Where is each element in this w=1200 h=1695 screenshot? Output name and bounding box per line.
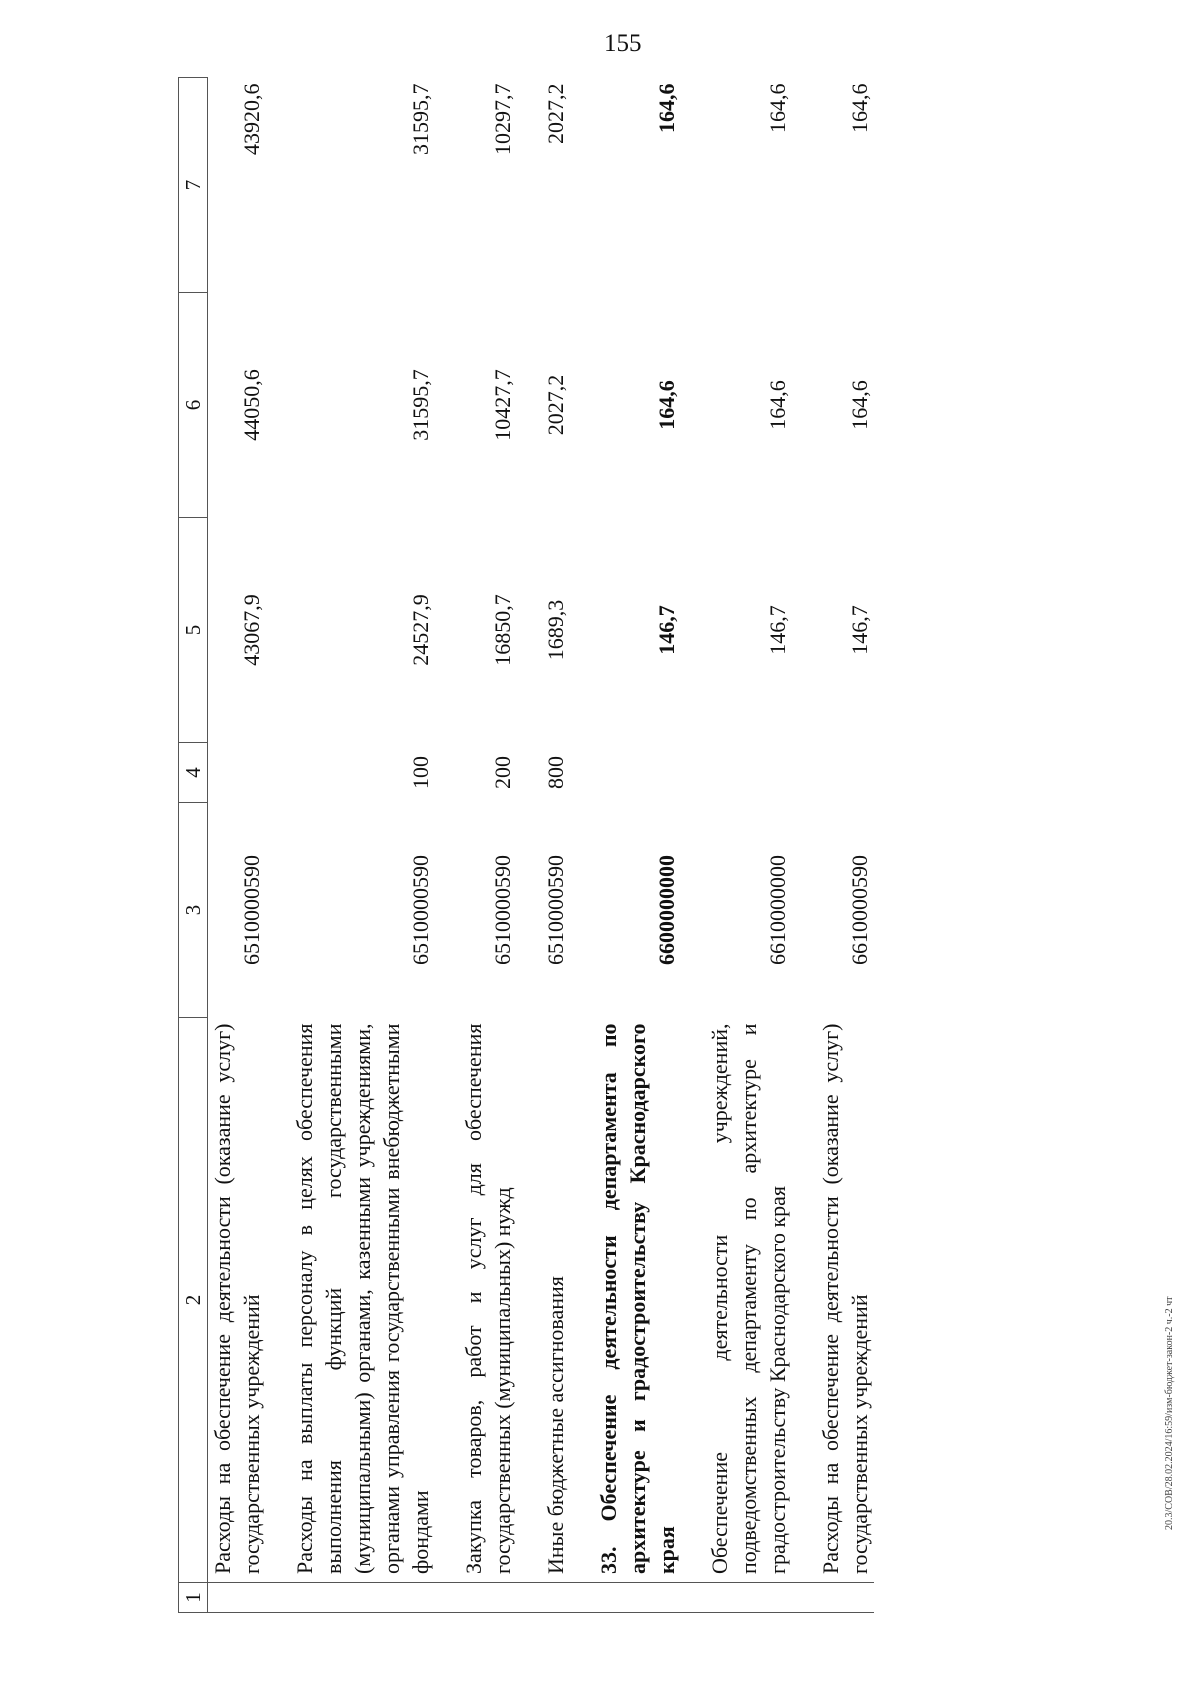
target-code: 6610000590	[847, 855, 872, 965]
table-row	[681, 78, 792, 1613]
row-number	[208, 1583, 267, 1613]
row-number	[681, 1583, 792, 1613]
amount-col6: 44050,6	[239, 369, 264, 441]
amount-col5: 24527,9	[408, 594, 433, 666]
amount-col6: 10427,7	[490, 369, 515, 441]
amount-col7: 164,6	[847, 83, 872, 133]
target-code: 6510000590	[239, 855, 264, 965]
expense-type: 200	[490, 756, 515, 789]
amount-col7: 164,6	[765, 83, 790, 133]
budget-table	[178, 77, 874, 1613]
expense-name: Обеспечение деятельности департамента по архитектуре и градостроительству Краснодарского края	[596, 1023, 679, 1574]
table-header-row	[179, 78, 208, 1613]
amount-col7: 164,6	[654, 83, 679, 133]
expense-name: Расходы на обеспечение деятельности (оказание услуг) государственных учреждений	[818, 1023, 872, 1574]
table-row	[570, 78, 681, 1613]
amount-col5: 146,7	[847, 605, 872, 655]
amount-col5: 146,7	[654, 605, 679, 655]
column-header: 3	[179, 803, 208, 1018]
target-code: 6610000000	[765, 855, 790, 965]
target-code: 6510000590	[408, 855, 433, 965]
expense-type	[570, 743, 681, 803]
expense-type	[681, 743, 792, 803]
row-number	[517, 1583, 570, 1613]
table-row	[435, 78, 517, 1613]
amount-col6: 164,6	[765, 380, 790, 430]
expense-type	[208, 743, 267, 803]
column-header: 5	[179, 518, 208, 743]
item-number: 33.	[596, 1546, 621, 1574]
table-row	[792, 78, 874, 1613]
column-header: 7	[179, 78, 208, 293]
expense-type	[792, 743, 874, 803]
expense-type: 800	[543, 756, 568, 789]
target-code: 6510000590	[543, 855, 568, 965]
column-header: 4	[179, 743, 208, 803]
amount-col6: 164,6	[654, 380, 679, 430]
expense-name-with-item	[570, 1018, 681, 1583]
expense-name: Расходы на выплаты персоналу в целях обеспечения выполнения функций государственными (муниципальными) органами, казенными учреждениями, органами управления государственными внебюджетными фондами	[292, 1023, 433, 1574]
row-number	[435, 1583, 517, 1613]
amount-col5: 43067,9	[239, 594, 264, 666]
document-footer: 20.3/СОВ/28.02.2024/16:59/изм-бюджет-закон-2 ч.-2 чт	[1164, 1296, 1175, 1530]
row-number	[266, 1583, 435, 1613]
expense-name: Расходы на обеспечение деятельности (оказание услуг) государственных учреждений	[210, 1023, 264, 1574]
column-header: 2	[179, 1018, 208, 1583]
target-code: 6600000000	[654, 855, 679, 965]
amount-col6: 31595,7	[408, 369, 433, 441]
amount-col6: 164,6	[847, 380, 872, 430]
row-number	[570, 1583, 681, 1613]
table-row	[266, 78, 435, 1613]
table-row	[517, 78, 570, 1613]
amount-col7: 2027,2	[543, 83, 568, 144]
amount-col7: 31595,7	[408, 83, 433, 155]
expense-type: 100	[408, 756, 433, 789]
table-row	[208, 78, 267, 1613]
amount-col5: 1689,3	[543, 599, 568, 661]
column-header: 6	[179, 293, 208, 518]
expense-name: Иные бюджетные ассигнования	[543, 1276, 568, 1574]
expense-name: Закупка товаров, работ и услуг для обеспечения государственных (муниципальных) нужд	[461, 1023, 515, 1574]
row-number	[792, 1583, 874, 1613]
budget-table-sheet	[178, 78, 1010, 1613]
amount-col5: 16850,7	[490, 594, 515, 666]
amount-col5: 146,7	[765, 605, 790, 655]
amount-col6: 2027,2	[543, 374, 568, 436]
target-code: 6510000590	[490, 855, 515, 965]
amount-col7: 43920,6	[239, 83, 264, 155]
expense-name: Обеспечение деятельности учреждений, подведомственных департаменту по архитектуре и градостроительству Краснодарского края	[707, 1023, 790, 1574]
column-header: 1	[179, 1583, 208, 1613]
page-number: 155	[604, 30, 642, 57]
amount-col7: 10297,7	[490, 83, 515, 155]
